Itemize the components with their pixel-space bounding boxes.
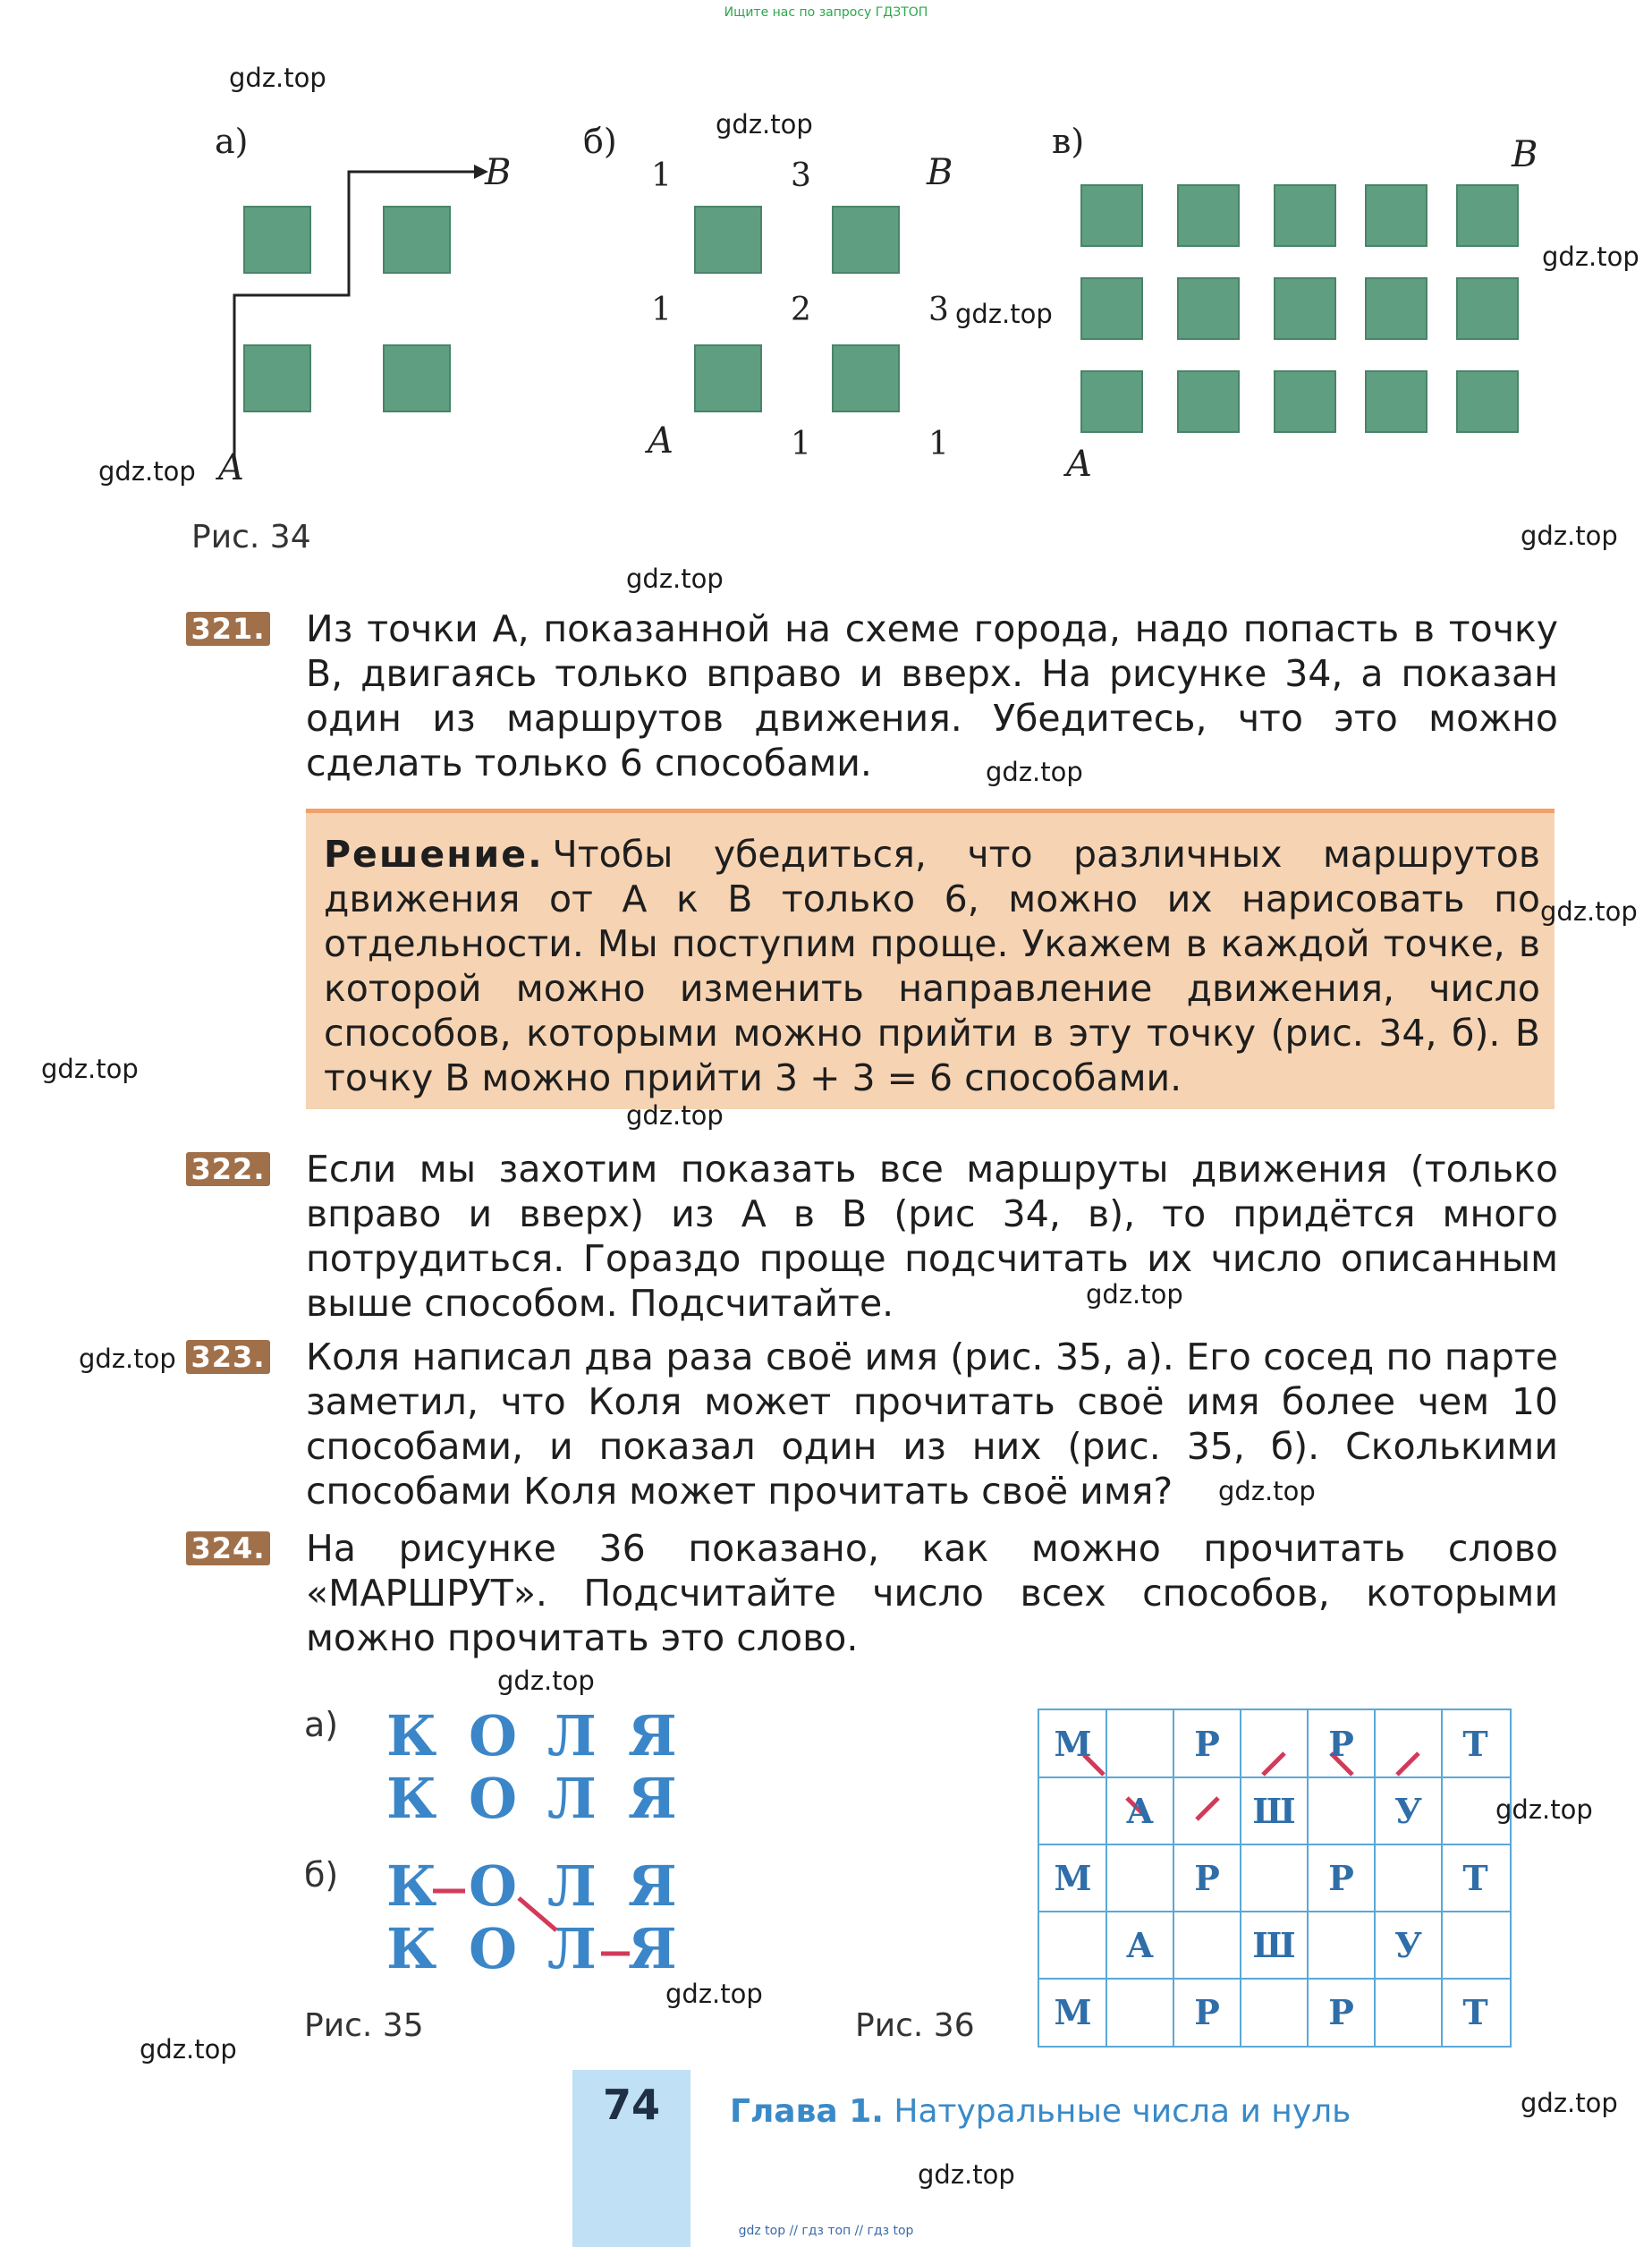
letter: К — [386, 1766, 437, 1831]
block — [1456, 277, 1519, 340]
grid-letter: Т — [1462, 1992, 1488, 2032]
watermark: gdz.top — [1540, 896, 1638, 927]
letter: О — [469, 1853, 518, 1919]
count-label: 2 — [791, 292, 811, 328]
block — [1456, 184, 1519, 247]
block — [1365, 184, 1427, 247]
watermark: gdz.top — [716, 109, 813, 140]
grid-letter: М — [1054, 1858, 1092, 1898]
page-number: 74 — [602, 2081, 660, 2129]
grid-letter: Р — [1328, 1724, 1354, 1764]
block — [1274, 277, 1336, 340]
figure-caption: Рис. 36 — [855, 2007, 975, 2044]
letter: Л — [547, 1766, 597, 1831]
top-note: Ищите нас по запросу ГДЗТОП — [724, 5, 928, 20]
problem-number: 321. — [186, 612, 270, 646]
grid-letter: Ш — [1252, 1925, 1296, 1965]
letter: Л — [547, 1853, 597, 1919]
watermark: gdz.top — [98, 456, 196, 487]
grid-letter: Т — [1462, 1858, 1488, 1898]
count-label: 1 — [928, 426, 949, 462]
fig34-v-label: в) — [1052, 122, 1085, 161]
watermark: gdz.top — [497, 1666, 595, 1696]
watermark: gdz.top — [79, 1344, 176, 1374]
block — [1080, 370, 1143, 433]
block — [1177, 370, 1240, 433]
figure-caption: Рис. 34 — [191, 519, 311, 555]
point-a: A — [648, 420, 674, 462]
watermark: gdz.top — [41, 1054, 139, 1084]
block — [1080, 184, 1143, 247]
problem-text: Если мы захотим показать все маршруты движения (только вправо и вверх) из A в B (рис 34, в), то придётся много потрудиться. Гораздо проще подсчитать их число описанным выше способом. Подсчитайте. — [306, 1148, 1558, 1325]
count-label: 3 — [791, 157, 811, 194]
letter: К — [386, 1853, 437, 1919]
grid-letter: А — [1126, 1791, 1154, 1831]
route-path — [215, 143, 519, 483]
grid-letter: Р — [1194, 1992, 1220, 2032]
grid-letter: М — [1054, 1724, 1092, 1764]
watermark: gdz.top — [1086, 1279, 1183, 1310]
watermark: gdz.top — [955, 299, 1053, 329]
grid-letter: Р — [1194, 1858, 1220, 1898]
watermark: gdz.top — [1542, 242, 1639, 272]
problem-number: 323. — [186, 1340, 270, 1374]
chapter-label: Глава 1. — [730, 2093, 884, 2130]
problem-text: Из точки A, показанной на схеме города, надо попасть в точку B, двигаясь только вправо и вверх. На рисунке 34, а показан один из маршрутов движения. Убедитесь, что это можно сделать только 6 способами. — [306, 607, 1558, 784]
grid-letter: М — [1054, 1992, 1092, 2032]
problem-text: На рисунке 36 показано, как можно прочитать слово «МАРШРУТ». Подсчитайте число всех способов, которыми можно прочитать это слово. — [306, 1527, 1558, 1659]
block — [1365, 277, 1427, 340]
grid-letter: Ш — [1252, 1791, 1296, 1831]
block — [1177, 277, 1240, 340]
watermark: gdz.top — [1521, 521, 1618, 551]
block — [832, 344, 900, 412]
letter: О — [469, 1703, 518, 1768]
watermark: gdz.top — [140, 2034, 237, 2065]
grid-letter: У — [1394, 1791, 1422, 1831]
block — [832, 206, 900, 274]
grid-letter: Р — [1328, 1992, 1354, 2032]
fig34-b-label: б) — [583, 122, 617, 161]
block — [1456, 370, 1519, 433]
chapter-name: Натуральные числа и нуль — [894, 2093, 1351, 2130]
bottom-note: gdz top // гдз топ // гдз top — [738, 2224, 914, 2238]
problem-number: 322. — [186, 1152, 270, 1186]
chapter-title — [730, 2093, 1351, 2130]
grid-letter: А — [1126, 1925, 1154, 1965]
watermark: gdz.top — [626, 1100, 724, 1131]
watermark: gdz.top — [1218, 1476, 1316, 1506]
letter: Л — [547, 1703, 597, 1768]
letter: К — [386, 1916, 437, 1981]
watermark: gdz.top — [918, 2159, 1015, 2190]
solution-heading: Решение. — [324, 833, 544, 876]
block — [1365, 370, 1427, 433]
block — [1274, 184, 1336, 247]
count-label: 1 — [791, 426, 811, 462]
count-label: 1 — [651, 157, 672, 194]
grid-letter: Р — [1328, 1858, 1354, 1898]
watermark: gdz.top — [1495, 1794, 1593, 1825]
problem-text: Коля написал два раза своё имя (рис. 35, а). Его сосед по парте заметил, что Коля может прочитать своё имя более чем 10 способами, и показал один из них (рис. 35, б). Сколькими способами Коля может прочитать своё имя? — [306, 1335, 1558, 1513]
block — [1080, 277, 1143, 340]
letter: Я — [628, 1766, 677, 1831]
solution-body: Чтобы убедиться, что различных маршрутов движения от A к B только 6, можно их нарисовать по отдельности. Мы поступим проще. Укажем в каждой точке, в которой можно изменить направление движения, число способов, которыми можно прийти в эту точку (рис. 34, б). В точку B можно прийти 3 + 3 = 6 способами. — [324, 833, 1540, 1099]
watermark: gdz.top — [665, 1979, 763, 2009]
grid-letter: У — [1394, 1925, 1422, 1965]
watermark: gdz.top — [626, 564, 724, 594]
letter: Я — [628, 1916, 677, 1981]
block — [694, 344, 762, 412]
count-label: 1 — [651, 292, 672, 328]
watermark: gdz.top — [1521, 2088, 1618, 2118]
grid-letter: Т — [1462, 1724, 1488, 1764]
letter: Я — [628, 1853, 677, 1919]
figure-caption: Рис. 35 — [304, 2007, 424, 2044]
block — [1177, 184, 1240, 247]
grid-letter: Р — [1194, 1724, 1220, 1764]
count-label: 3 — [928, 292, 949, 328]
fig34-a-label: а) — [215, 122, 249, 161]
watermark: gdz.top — [229, 63, 326, 93]
point-b: B — [1512, 134, 1538, 175]
fig35-b-label: б) — [304, 1855, 339, 1895]
point-b: B — [927, 152, 953, 193]
problem-number: 324. — [186, 1531, 270, 1565]
letter-grid — [1038, 1709, 1512, 2048]
letter: Я — [628, 1703, 677, 1768]
grid-lines — [1039, 1710, 1510, 2046]
point-a: A — [1066, 444, 1092, 485]
watermark: gdz.top — [986, 757, 1083, 787]
letter: О — [469, 1766, 518, 1831]
letter: О — [469, 1916, 518, 1981]
point-b: B — [485, 152, 512, 193]
block — [1274, 370, 1336, 433]
fig35-a-label: а) — [304, 1705, 339, 1744]
reading-path — [386, 1853, 690, 1988]
solution-text — [324, 832, 1540, 1100]
letter: Л — [547, 1916, 597, 1981]
letter: К — [386, 1703, 437, 1768]
block — [694, 206, 762, 274]
point-a: A — [218, 447, 244, 488]
